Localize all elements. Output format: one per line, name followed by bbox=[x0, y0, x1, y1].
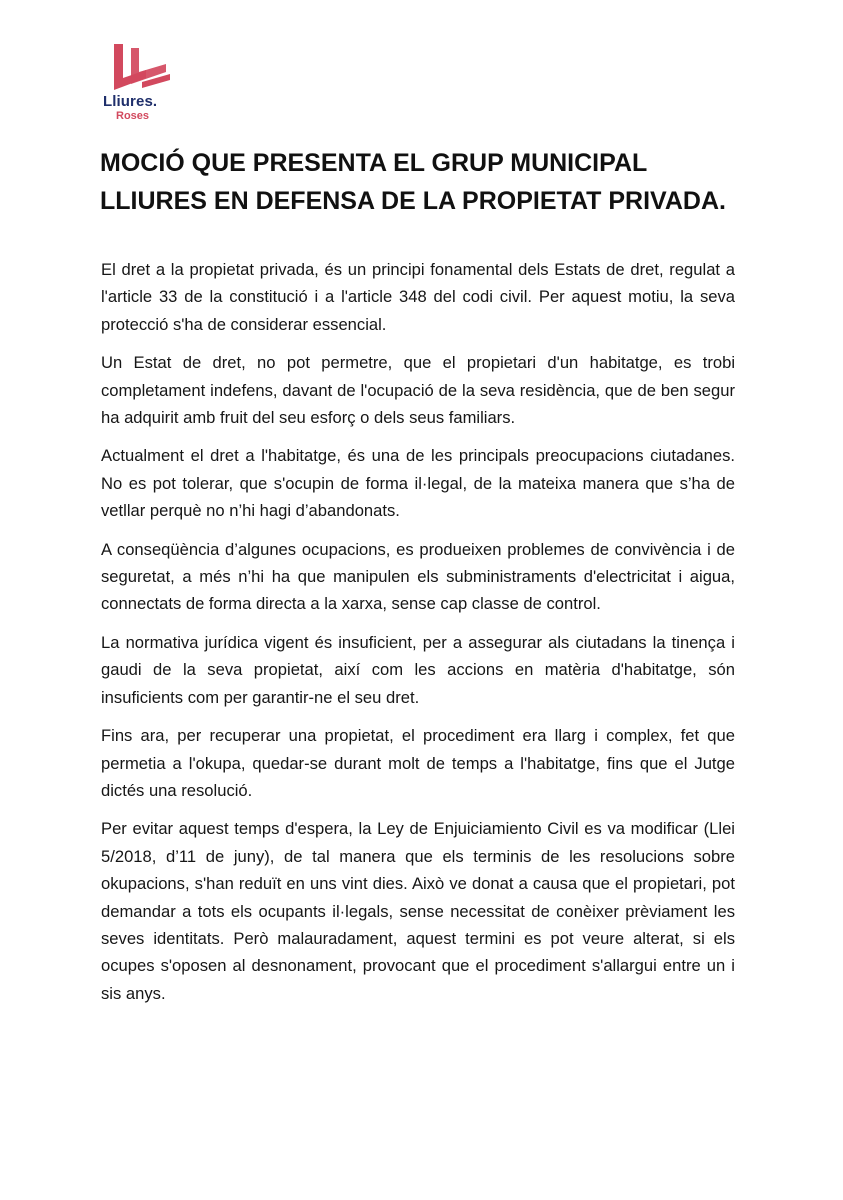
lliures-logo-icon bbox=[104, 40, 174, 100]
paragraph: La normativa jurídica vigent és insuficient, per a assegurar als ciutadans la tinença i gaudi de la seva propietat, així com les accions en matèria d'habitatge, són insuficients com per garantir-ne el seu dret. bbox=[101, 632, 735, 707]
title-line-2: LLIURES EN DEFENSA DE LA PROPIETAT PRIVADA. bbox=[100, 187, 726, 215]
logo-name: Lliures. bbox=[103, 93, 158, 110]
paragraph: Un Estat de dret, no pot permetre, que el propietari d'un habitatge, es trobi completament indefens, davant de l'ocupació de la seva residència, que de ben segur ha adquirit amb fruit del seu esforç o dels seus familiars. bbox=[101, 353, 735, 428]
paragraph: El dret a la propietat privada, és un principi fonamental dels Estats de dret, regulat a l'article 33 de la constitució i a l'article 348 del codi civil. Per aquest motiu, la seva protecció s'ha de considerar essencial. bbox=[101, 260, 735, 334]
document-title bbox=[100, 144, 760, 220]
document-body bbox=[101, 256, 735, 1018]
paragraph: Fins ara, per recuperar una propietat, el procediment era llarg i complex, fet que permetia a l'okupa, quedar-se durant molt de temps a l'habitatge, fins que el Jutge dictés una resolució. bbox=[101, 726, 735, 800]
paragraph: Per evitar aquest temps d'espera, la Ley de Enjuiciamiento Civil es va modificar (Llei 5/2018, d’11 de juny), de tal manera que els terminis de les resolucions sobre okupacions, s'han reduït en uns vint dies. Això ve donat a causa que el propietari, pot demandar a tots els ocupants il·legals, sense necessitat de conèixer prèviament les seves identitats. Però malauradament, aquest termini es pot veure alterat, si els ocupes s'oposen al desnonament, provocant que el procediment s'allargui entre un i sis anys. bbox=[101, 819, 735, 1003]
logo-subtitle: Roses bbox=[116, 110, 150, 122]
title-line-1: MOCIÓ QUE PRESENTA EL GRUP MUNICIPAL bbox=[100, 149, 648, 177]
paragraph: A conseqüència d’algunes ocupacions, es produeixen problemes de convivència i de seguretat, a més n’hi ha que manipulen els subministraments d'electricitat i aigua, connectats de forma directa a la xarxa, sense cap classe de control. bbox=[101, 539, 735, 614]
party-logo bbox=[100, 40, 180, 130]
paragraph: Actualment el dret a l'habitatge, és una de les principals preocupacions ciutadanes. No es pot tolerar, que s'ocupin de forma il·legal, de la mateixa manera que s’ha de vetllar perquè no n’hi hagi d’abandonats. bbox=[101, 446, 735, 521]
